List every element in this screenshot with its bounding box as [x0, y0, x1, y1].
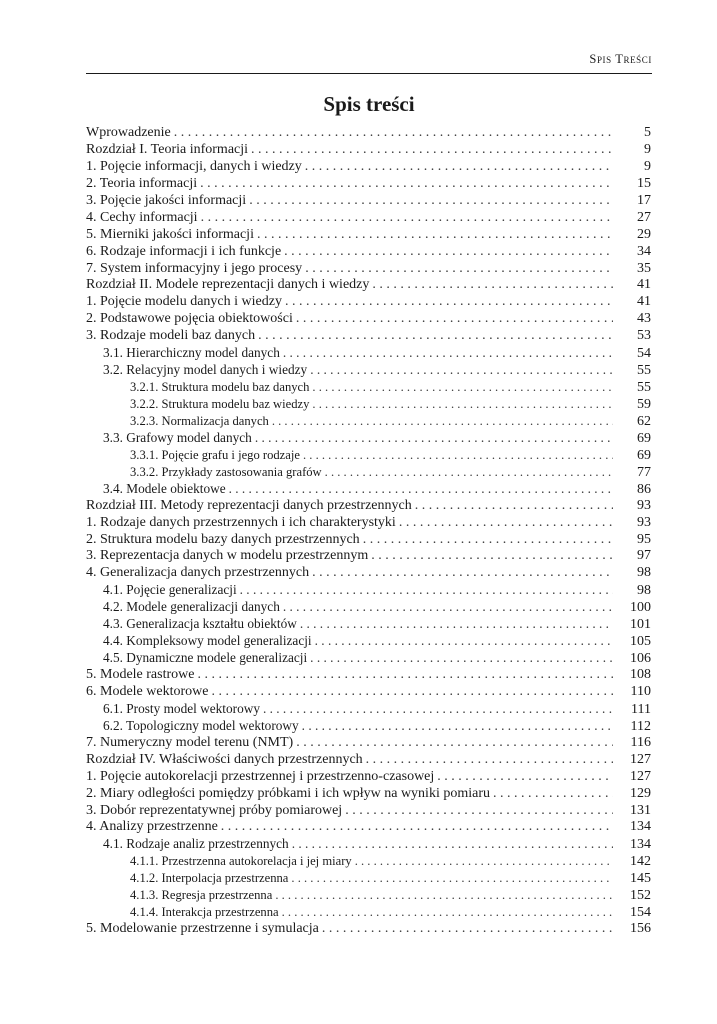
- toc-entry[interactable]: [86, 362, 651, 379]
- toc-entry-page-number: 55: [637, 363, 651, 379]
- toc-leader-dots: [415, 498, 613, 515]
- toc-entry-page-number: 108: [630, 667, 651, 682]
- toc-leader-dots: [197, 667, 613, 684]
- toc-leader-dots: [312, 565, 613, 582]
- toc-leader-dots: [272, 413, 613, 430]
- toc-entry-page-number: 53: [637, 328, 651, 344]
- toc-leader-dots: [174, 125, 613, 142]
- toc-entry-label: 3. Rodzaje modeli baz danych: [86, 328, 256, 344]
- toc-entry[interactable]: [86, 718, 651, 735]
- toc-entry[interactable]: [86, 379, 651, 396]
- toc-leader-dots: [310, 362, 613, 379]
- toc-entry-label: 3.3.2. Przykłady zastosowania grafów: [130, 464, 322, 479]
- toc-entry[interactable]: [86, 447, 651, 464]
- toc-entry-page-number: 27: [637, 209, 651, 225]
- toc-entry[interactable]: [86, 176, 651, 193]
- toc-entry-label: 3. Pojęcie jakości informacji: [86, 192, 247, 208]
- toc-entry[interactable]: [86, 345, 651, 362]
- toc-entry-label: 4.5. Dynamiczne modele generalizacji: [103, 650, 308, 666]
- toc-leader-dots: [251, 142, 613, 159]
- toc-leader-dots: [255, 430, 613, 447]
- toc-entry-label: 3.2.1. Struktura modelu baz danych: [130, 380, 310, 395]
- toc-entry-label: 4.1. Pojęcie generalizacji: [103, 582, 237, 598]
- toc-entry[interactable]: [86, 904, 651, 921]
- toc-entry-page-number: 62: [637, 413, 651, 429]
- toc-leader-dots: [257, 227, 613, 244]
- toc-leader-dots: [283, 599, 613, 616]
- toc-leader-dots: [229, 481, 613, 498]
- toc-entry-label: 1. Pojęcie autokorelacji przestrzennej i przestrzenno-czasowej: [86, 768, 435, 784]
- toc-entry-page-number: 116: [630, 734, 651, 750]
- toc-entry-label: 6. Rodzaje informacji i ich funkcje: [86, 243, 282, 259]
- toc-entry-page-number: 5: [644, 125, 651, 140]
- toc-entry-label: 6. Modele wektorowe: [86, 683, 209, 699]
- toc-entry[interactable]: [86, 548, 651, 565]
- toc-entry[interactable]: [86, 667, 651, 684]
- toc-entry[interactable]: [86, 853, 651, 870]
- toc-entry-page-number: 98: [637, 583, 651, 599]
- toc-entry[interactable]: [86, 498, 651, 515]
- toc-leader-dots: [284, 244, 613, 261]
- toc-leader-dots: [300, 616, 613, 633]
- toc-entry[interactable]: [86, 752, 651, 769]
- toc-entry-label: 3. Dobór reprezentatywnej próby pomiarowej: [86, 802, 343, 818]
- toc-entry[interactable]: [86, 836, 651, 853]
- toc-entry-label: 2. Struktura modelu bazy danych przestrzennych: [86, 531, 360, 547]
- toc-entry[interactable]: [86, 887, 651, 904]
- page-header: [86, 50, 652, 72]
- toc-entry-label: 3.2.3. Normalizacja danych: [130, 413, 269, 428]
- toc-leader-dots: [322, 921, 613, 938]
- toc-entry-page-number: 77: [637, 464, 651, 480]
- toc-entry[interactable]: [86, 769, 651, 786]
- toc-entry[interactable]: [86, 701, 651, 718]
- toc-entry-page-number: 98: [637, 565, 651, 581]
- toc-leader-dots: [493, 786, 613, 803]
- toc-entry-label: 2. Podstawowe pojęcia obiektowości: [86, 311, 293, 327]
- toc-entry-page-number: 134: [630, 819, 651, 835]
- toc-entry[interactable]: [86, 616, 651, 633]
- toc-entry[interactable]: [86, 430, 651, 447]
- toc-entry-page-number: 127: [630, 768, 651, 784]
- toc-leader-dots: [366, 752, 613, 769]
- toc-leader-dots: [303, 447, 613, 464]
- toc-entry-page-number: 9: [644, 141, 651, 157]
- toc-entry-label: Rozdział III. Metody reprezentacji danych przestrzennych: [86, 497, 412, 513]
- toc-entry-page-number: 129: [630, 785, 651, 801]
- toc-leader-dots: [221, 819, 613, 836]
- toc-entry-page-number: 41: [637, 277, 651, 293]
- toc-entry-page-number: 131: [630, 802, 651, 818]
- toc-entry-page-number: 145: [630, 871, 651, 887]
- toc-entry[interactable]: [86, 311, 651, 328]
- toc-entry-label: 4. Cechy informacji: [86, 209, 198, 225]
- toc-leader-dots: [249, 193, 613, 210]
- toc-entry[interactable]: [86, 684, 651, 701]
- toc-leader-dots: [345, 803, 613, 820]
- toc-entry-label: 4.4. Kompleksowy model generalizacji: [103, 633, 312, 649]
- toc-entry-page-number: 59: [637, 397, 651, 412]
- toc-entry-page-number: 69: [637, 447, 651, 463]
- toc-entry-page-number: 152: [630, 888, 651, 904]
- toc-entry-page-number: 105: [630, 634, 651, 650]
- toc-entry-page-number: 111: [631, 701, 651, 717]
- toc-entry-label: Rozdział I. Teoria informacji: [86, 141, 249, 157]
- toc-leader-dots: [312, 379, 613, 396]
- toc-entry-page-number: 142: [630, 854, 651, 870]
- toc-leader-dots: [282, 904, 613, 921]
- toc-leader-dots: [315, 633, 613, 650]
- toc-entry[interactable]: [86, 193, 651, 210]
- toc-entry-page-number: 35: [637, 260, 651, 276]
- toc-entry[interactable]: [86, 582, 651, 599]
- toc-entry-label: 5. Modele rastrowe: [86, 667, 195, 682]
- toc-entry[interactable]: [86, 413, 651, 430]
- toc-entry-label: 1. Rodzaje danych przestrzennych i ich charakterystyki: [86, 514, 396, 530]
- toc-entry-label: 3.3. Grafowy model danych: [103, 429, 252, 445]
- toc-entry[interactable]: [86, 159, 651, 176]
- toc-entry[interactable]: [86, 277, 651, 294]
- toc-entry[interactable]: [86, 515, 651, 532]
- page-title: Spis treści: [323, 92, 415, 116]
- toc-entry-page-number: 95: [637, 531, 651, 547]
- toc-leader-dots: [200, 176, 613, 193]
- toc-entry-label: 5. Modelowanie przestrzenne i symulacja: [86, 921, 319, 937]
- toc-entry[interactable]: [86, 210, 651, 227]
- toc-leader-dots: [312, 396, 613, 413]
- toc-leader-dots: [258, 328, 613, 345]
- toc-entry-label: 3.4. Modele obiektowe: [103, 480, 226, 496]
- toc-entry-label: 6.2. Topologiczny model wektorowy: [103, 717, 299, 733]
- toc-entry-page-number: 97: [637, 548, 651, 564]
- running-head: Spis Treści: [589, 52, 652, 66]
- toc-entry[interactable]: [86, 921, 651, 938]
- toc-entry-page-number: 101: [630, 617, 651, 633]
- toc-entry-page-number: 154: [630, 905, 651, 921]
- toc-entry-page-number: 86: [637, 481, 651, 497]
- toc-entry-page-number: 100: [630, 600, 651, 616]
- toc-entry-label: 4.1.3. Regresja przestrzenna: [130, 888, 273, 903]
- toc-leader-dots: [285, 294, 613, 311]
- toc-leader-dots: [296, 735, 613, 752]
- toc-entry-label: 3.3.1. Pojęcie grafu i jego rodzaje: [130, 447, 300, 462]
- toc-entry-page-number: 106: [630, 651, 651, 667]
- toc-leader-dots: [355, 853, 613, 870]
- toc-entry-label: 4. Analizy przestrzenne: [86, 819, 218, 835]
- toc-leader-dots: [240, 582, 613, 599]
- toc-leader-dots: [211, 684, 613, 701]
- table-of-contents: [86, 125, 651, 938]
- header-rule: [86, 73, 652, 74]
- toc-leader-dots: [363, 532, 613, 549]
- toc-entry[interactable]: [86, 464, 651, 481]
- toc-entry-label: 1. Pojęcie modelu danych i wiedzy: [86, 294, 282, 310]
- toc-leader-dots: [305, 261, 613, 278]
- toc-entry[interactable]: [86, 396, 651, 413]
- toc-leader-dots: [275, 887, 613, 904]
- toc-entry[interactable]: [86, 261, 651, 278]
- toc-entry-page-number: 43: [637, 311, 651, 327]
- toc-entry-page-number: 9: [644, 158, 651, 174]
- toc-entry-label: 2. Teoria informacji: [86, 175, 198, 191]
- toc-entry-label: 5. Mierniki jakości informacji: [86, 226, 254, 242]
- toc-entry-label: 4.2. Modele generalizacji danych: [103, 599, 280, 615]
- toc-entry-label: 7. Numeryczny model terenu (NMT): [86, 734, 294, 750]
- toc-leader-dots: [372, 277, 613, 294]
- toc-entry-label: 4.1.4. Interakcja przestrzenna: [130, 905, 279, 920]
- toc-entry[interactable]: [86, 244, 651, 261]
- toc-entry-label: Rozdział IV. Właściwości danych przestrzennych: [86, 751, 363, 767]
- toc-leader-dots: [437, 769, 613, 786]
- toc-entry-page-number: 93: [637, 514, 651, 530]
- toc-entry-label: 3.1. Hierarchiczny model danych: [103, 345, 280, 361]
- toc-entry[interactable]: [86, 870, 651, 887]
- toc-entry[interactable]: [86, 481, 651, 498]
- toc-entry-label: 4. Generalizacja danych przestrzennych: [86, 565, 310, 581]
- toc-leader-dots: [292, 836, 613, 853]
- toc-leader-dots: [399, 515, 613, 532]
- toc-entry-label: 1. Pojęcie informacji, danych i wiedzy: [86, 158, 302, 174]
- toc-entry-page-number: 112: [630, 718, 651, 734]
- toc-leader-dots: [305, 159, 613, 176]
- toc-entry-label: 4.1. Rodzaje analiz przestrzennych: [103, 836, 289, 852]
- toc-leader-dots: [296, 311, 613, 328]
- toc-entry-label: 3.2.2. Struktura modelu baz wiedzy: [130, 397, 310, 411]
- toc-leader-dots: [310, 650, 613, 667]
- toc-entry-page-number: 17: [637, 192, 651, 208]
- toc-entry[interactable]: [86, 633, 651, 650]
- toc-entry[interactable]: [86, 142, 651, 159]
- toc-entry-page-number: 34: [637, 243, 651, 259]
- toc-entry[interactable]: [86, 599, 651, 616]
- toc-entry[interactable]: [86, 735, 651, 752]
- toc-entry-page-number: 156: [630, 921, 651, 937]
- toc-entry-label: Rozdział II. Modele reprezentacji danych i wiedzy: [86, 277, 370, 293]
- toc-entry-page-number: 127: [630, 751, 651, 767]
- toc-entry[interactable]: [86, 294, 651, 311]
- toc-entry[interactable]: [86, 328, 651, 345]
- toc-entry-page-number: 69: [637, 430, 651, 446]
- toc-entry[interactable]: [86, 819, 651, 836]
- toc-leader-dots: [283, 345, 613, 362]
- toc-entry-label: 4.3. Generalizacja kształtu obiektów: [103, 616, 297, 632]
- toc-entry-label: 3. Reprezentacja danych w modelu przestrzennym: [86, 548, 369, 564]
- toc-entry-page-number: 54: [637, 346, 651, 362]
- toc-entry[interactable]: [86, 227, 651, 244]
- toc-entry-page-number: 41: [637, 294, 651, 310]
- toc-entry-label: 6.1. Prosty model wektorowy: [103, 700, 260, 716]
- toc-entry-label: 4.1.2. Interpolacja przestrzenna: [130, 871, 289, 886]
- toc-entry-label: 3.2. Relacyjny model danych i wiedzy: [103, 362, 308, 378]
- toc-entry-label: 2. Miary odległości pomiędzy próbkami i ich wpływ na wyniki pomiaru: [86, 785, 490, 801]
- toc-entry[interactable]: [86, 650, 651, 667]
- toc-entry-page-number: 55: [637, 380, 651, 396]
- toc-leader-dots: [291, 870, 613, 887]
- toc-entry-label: Wprowadzenie: [86, 125, 171, 140]
- toc-entry[interactable]: [86, 786, 651, 803]
- toc-leader-dots: [325, 464, 613, 481]
- toc-leader-dots: [371, 548, 613, 565]
- toc-leader-dots: [201, 210, 613, 227]
- toc-entry-page-number: 134: [630, 837, 651, 853]
- toc-entry[interactable]: [86, 803, 651, 820]
- toc-entry-label: 7. System informacyjny i jego procesy: [86, 260, 303, 276]
- toc-leader-dots: [263, 701, 613, 718]
- toc-entry[interactable]: [86, 565, 651, 582]
- toc-entry-page-number: 15: [637, 175, 651, 191]
- toc-entry-page-number: 29: [637, 226, 651, 242]
- toc-entry-page-number: 110: [630, 683, 651, 699]
- toc-entry-label: 4.1.1. Przestrzenna autokorelacja i jej miary: [130, 854, 352, 869]
- toc-entry[interactable]: [86, 125, 651, 142]
- toc-entry[interactable]: [86, 532, 651, 549]
- toc-leader-dots: [302, 718, 613, 735]
- toc-entry-page-number: 93: [637, 497, 651, 513]
